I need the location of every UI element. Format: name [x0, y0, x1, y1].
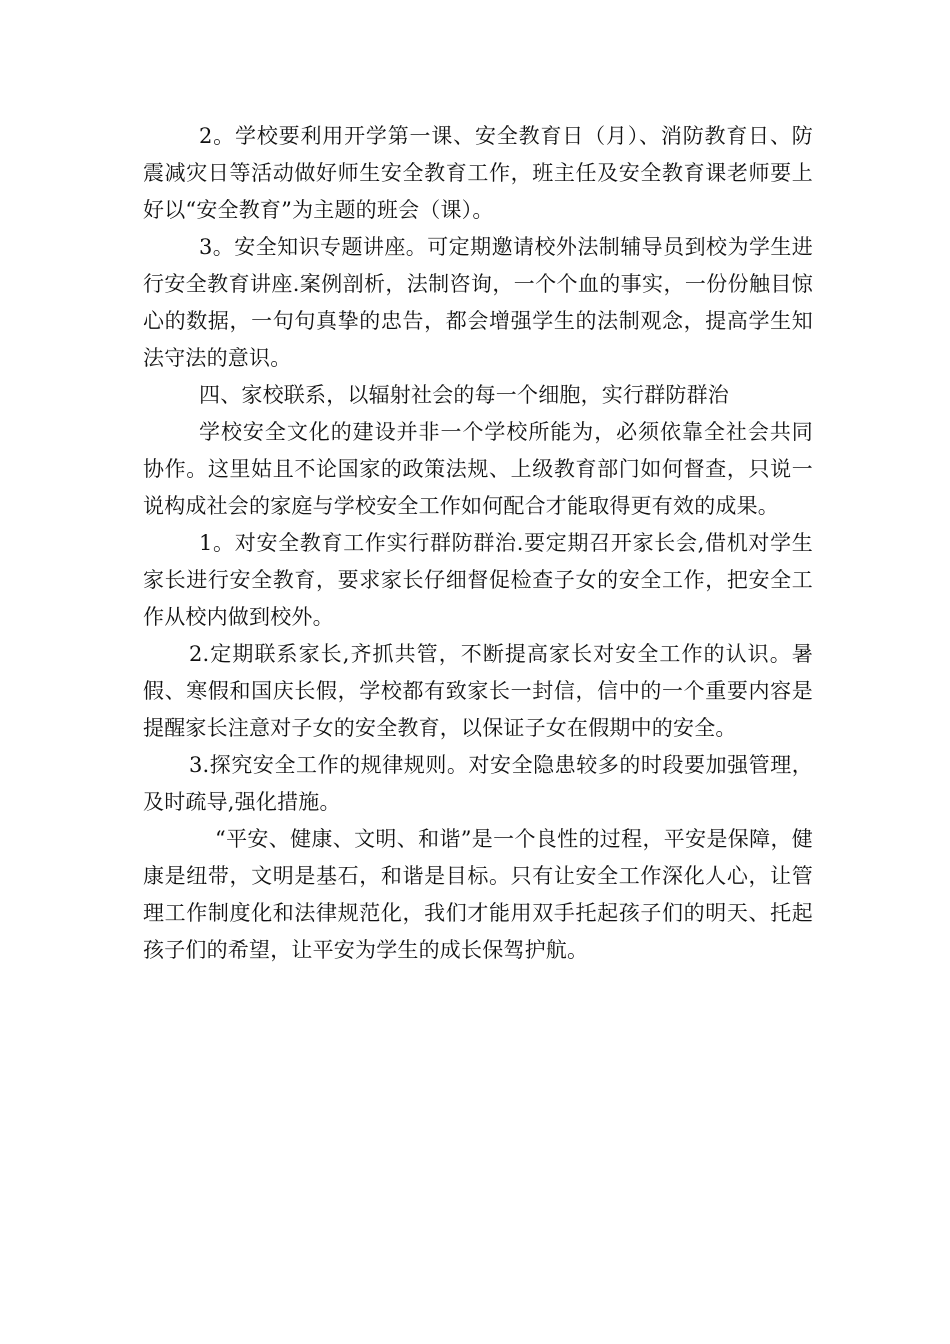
closing-paragraph: “平安、健康、文明、和谐”是一个良性的过程，平安是保障，健康是纽带，文明是基石，和谐是目标。只有让安全工作深化人心，让管理工作制度化和法律规范化，我们才能用双手托起孩子们的明天、托起孩子们的希望，让平安为学生的成长保驾护航。	[143, 827, 813, 962]
paragraph-item-1: 1。对安全教育工作实行群防群治.要定期召开家长会,借机对学生家长进行安全教育，要求家长仔细督促检查子女的安全工作，把安全工作从校内做到校外。	[143, 531, 813, 629]
paragraph-item-2: 2。学校要利用开学第一课、安全教育日（月）、消防教育日、防震减灾日等活动做好师生安全教育工作，班主任及安全教育课老师要上好以“安全教育”为主题的班会（课）。	[143, 124, 813, 222]
paragraph-item-3-rules: 3.探究安全工作的规律规则。对安全隐患较多的时段要加强管理，及时疏导,强化措施。	[143, 753, 813, 814]
document-body	[143, 118, 813, 969]
section-heading-four: 四、家校联系，以辐射社会的每一个细胞，实行群防群治	[199, 383, 729, 407]
section-intro-paragraph: 学校安全文化的建设并非一个学校所能为，必须依靠全社会共同协作。这里姑且不论国家的政策法规、上级教育部门如何督查，只说一说构成社会的家庭与学校安全工作如何配合才能取得更有效的成果。	[143, 420, 813, 518]
paragraph-item-2-contact: 2.定期联系家长,齐抓共管，不断提高家长对安全工作的认识。暑假、寒假和国庆长假，学校都有致家长一封信，信中的一个重要内容是提醒家长注意对子女的安全教育，以保证子女在假期中的安全。	[143, 642, 813, 740]
paragraph-item-3: 3。安全知识专题讲座。可定期邀请校外法制辅导员到校为学生进行安全教育讲座.案例剖析，法制咨询，一个个血的事实，一份份触目惊心的数据，一句句真挚的忠告，都会增强学生的法制观念，提高学生知法守法的意识。	[143, 235, 813, 370]
